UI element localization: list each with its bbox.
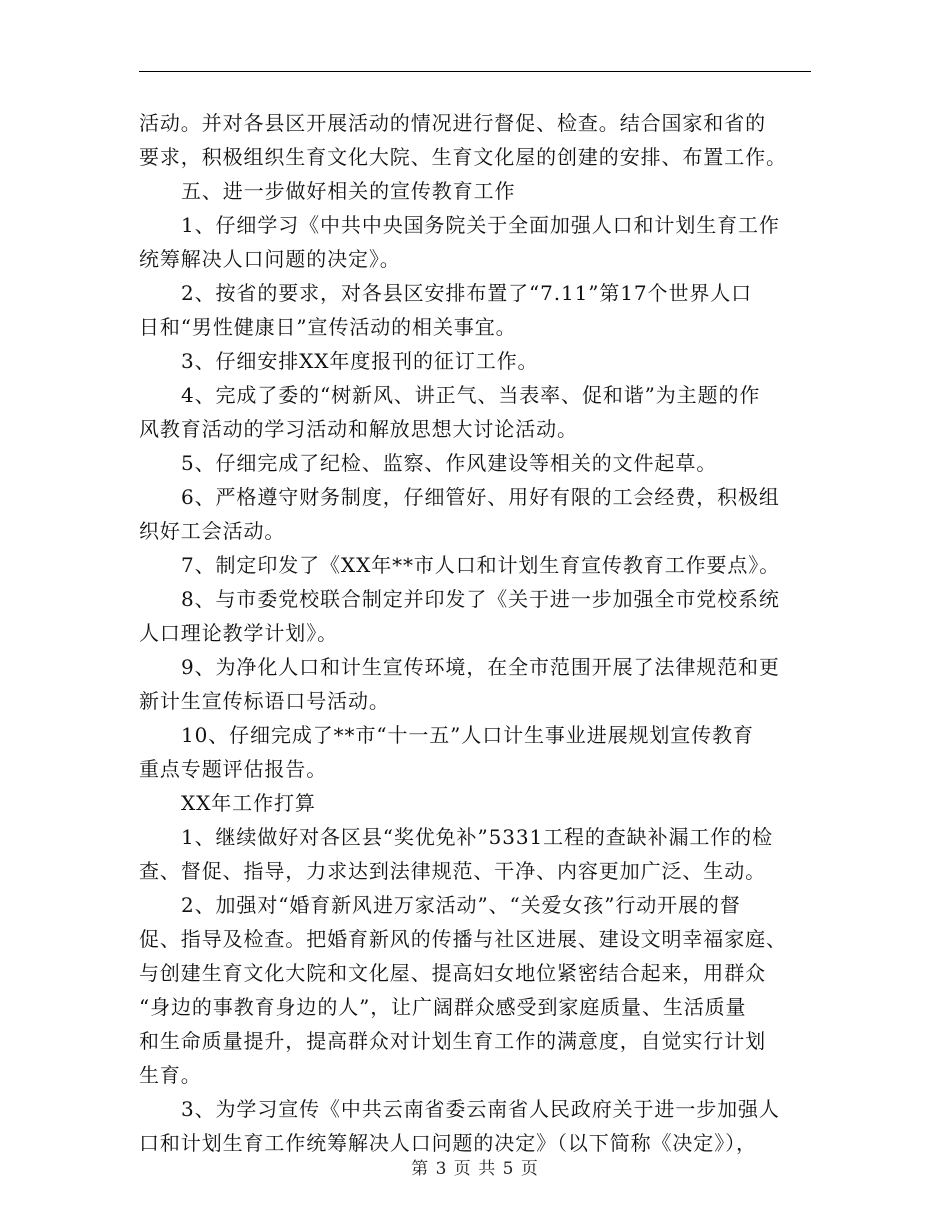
text-line: 与创建生育文化大院和文化屋、提高妇女地位紧密结合起来，用群众 xyxy=(139,961,766,985)
text-line: 要求，积极组织生育文化大院、生育文化屋的创建的安排、布置工作。 xyxy=(139,145,787,169)
page-number: 第 3 页 共 5 页 xyxy=(411,1159,539,1179)
text-line: “身边的事教育身边的人”，让广阔群众感受到家庭质量、生活质量 xyxy=(139,995,747,1019)
text-line: 统筹解决人口问题的决定》。 xyxy=(139,247,401,271)
text-line: 风教育活动的学习活动和解放思想大讨论活动。 xyxy=(139,417,578,441)
text-line: 织好工会活动。 xyxy=(139,519,286,543)
text-line: 日和“男性健康日”宣传活动的相关事宜。 xyxy=(139,315,517,339)
text-line: XX年工作打算 xyxy=(181,791,316,815)
text-line: 生育。 xyxy=(139,1063,202,1087)
text-line: 1、继续做好对各区县“奖优免补”5331工程的查缺补漏工作的检 xyxy=(181,825,773,849)
text-line: 9、为净化人口和计生宣传环境，在全市范围开展了法律规范和更 xyxy=(181,655,780,679)
text-line: 2、按省的要求，对各县区安排布置了“7.11”第17个世界人口 xyxy=(181,281,753,305)
text-line: 10、仔细完成了**市“十一五”人口计生事业进展规划宣传教育 xyxy=(181,723,754,747)
text-line: 口和计划生育工作统筹解决人口问题的决定》（以下简称《决定》）， xyxy=(139,1131,757,1155)
text-line: 4、完成了委的“树新风、讲正气、当表率、促和谐”为主题的作 xyxy=(181,383,761,407)
header-rule xyxy=(139,71,811,72)
text-line: 8、与市委党校联合制定并印发了《关于进一步加强全市党校系统 xyxy=(181,587,780,611)
body-text xyxy=(139,106,811,1160)
text-line: 促、指导及检查。把婚育新风的传播与社区进展、建设文明幸福家庭、 xyxy=(139,927,787,951)
text-line: 五、进一步做好相关的宣传教育工作 xyxy=(181,179,516,203)
text-line: 3、为学习宣传《中共云南省委云南省人民政府关于进一步加强人 xyxy=(181,1097,780,1121)
text-line: 2、加强对“婚育新风进万家活动”、“关爱女孩”行动开展的督 xyxy=(181,893,741,917)
text-line: 1、仔细学习《中共中央国务院关于全面加强人口和计划生育工作 xyxy=(181,213,780,237)
text-line: 新计生宣传标语口号活动。 xyxy=(139,689,390,713)
text-line: 6、严格遵守财务制度，仔细管好、用好有限的工会经费，积极组 xyxy=(181,485,780,509)
text-line: 查、督促、指导，力求达到法律规范、干净、内容更加广泛、生动。 xyxy=(139,859,766,883)
text-line: 人口理论教学计划》。 xyxy=(139,621,338,645)
text-line: 3、仔细安排XX年度报刊的征订工作。 xyxy=(181,349,539,373)
text-line: 5、仔细完成了纪检、监察、作风建设等相关的文件起草。 xyxy=(181,451,718,475)
text-line: 活动。并对各县区开展活动的情况进行督促、检查。结合国家和省的 xyxy=(139,111,766,135)
text-line: 7、制定印发了《XX年**市人口和计划生育宣传教育工作要点》。 xyxy=(181,553,781,577)
text-line: 重点专题评估报告。 xyxy=(139,757,328,781)
text-line: 和生命质量提升，提高群众对计划生育工作的满意度，自觉实行计划 xyxy=(139,1029,766,1053)
